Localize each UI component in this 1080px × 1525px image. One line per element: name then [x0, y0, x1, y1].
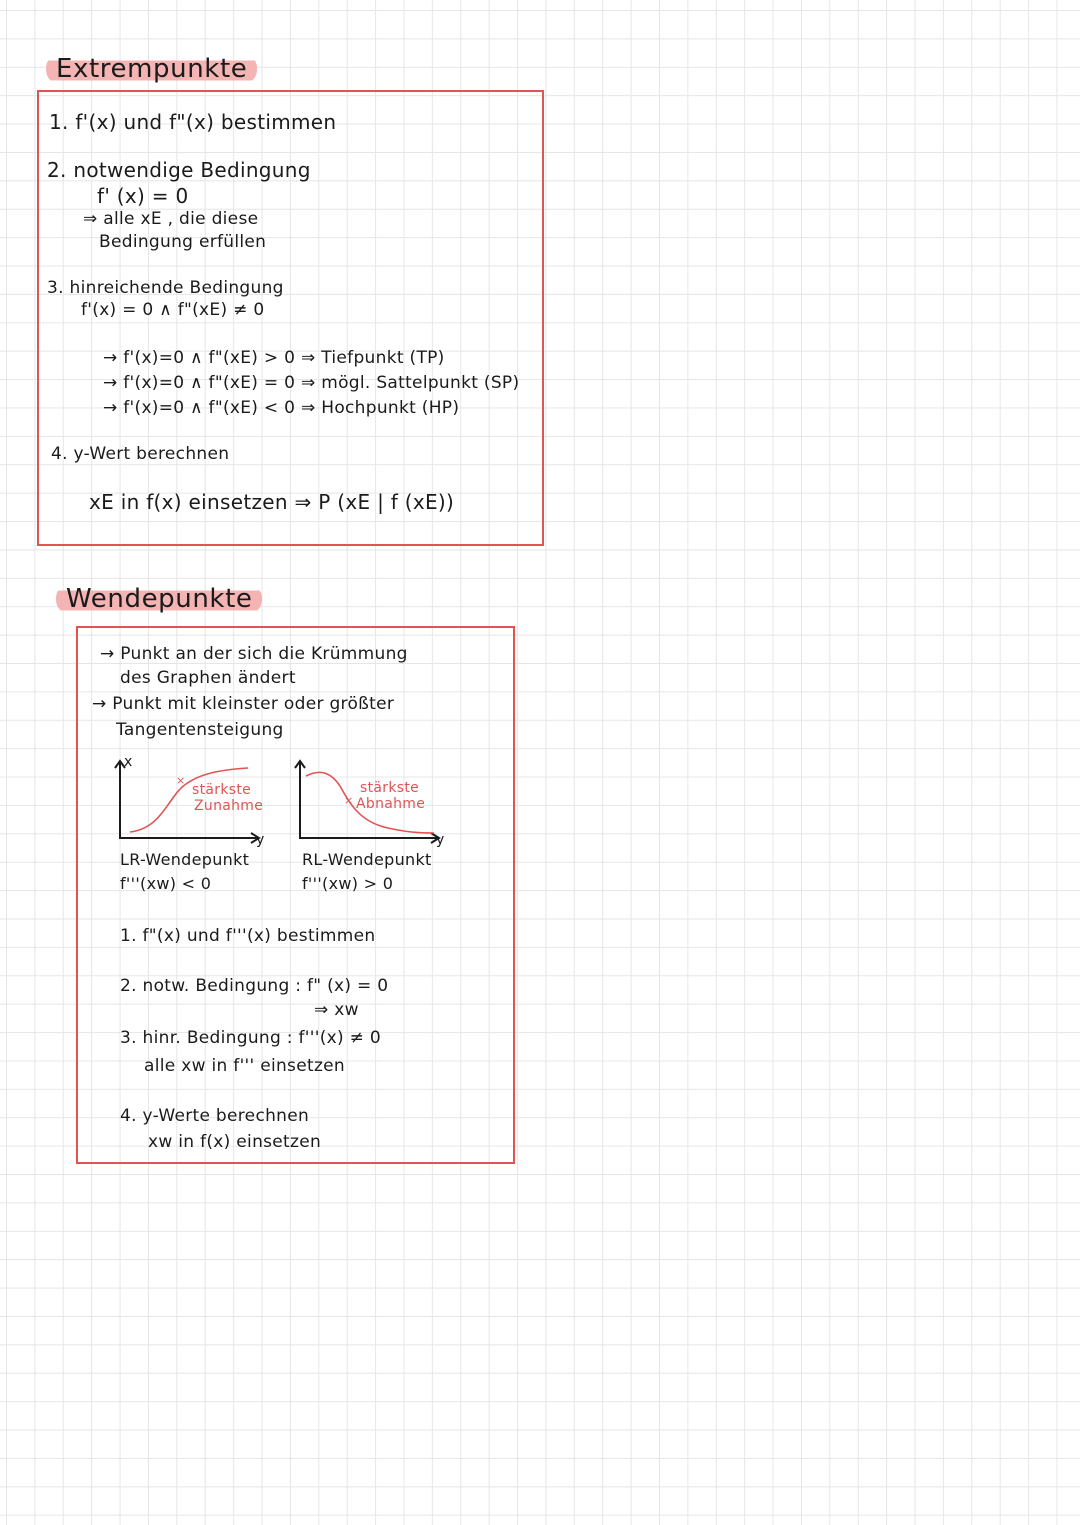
lr-graph-axis-label-y: y — [256, 832, 265, 848]
wende-step-3: 3. hinr. Bedingung : f'''(x) ≠ 0 — [120, 1028, 382, 1048]
wende-step-3-note: alle xw in f''' einsetzen — [144, 1056, 345, 1076]
extrem-step-2-title: 2. notwendige Bedingung — [47, 158, 311, 182]
extrem-case-hochpunkt: → f'(x)=0 ∧ f"(xE) < 0 ⇒ Hochpunkt (HP) — [103, 398, 460, 418]
lr-graph-axis-label-x: x — [124, 754, 133, 770]
extrem-step-2-note-a: ⇒ alle xE , die diese — [83, 209, 259, 229]
rl-graph-label-b: Abnahme — [356, 796, 426, 812]
lr-wendepunkt-caption: LR-Wendepunkt — [120, 850, 250, 869]
lr-graph-label-a: stärkste — [192, 782, 252, 798]
lr-wendepunkt-condition: f'''(xw) < 0 — [120, 874, 212, 893]
extrem-step-1: 1. f'(x) und f"(x) bestimmen — [49, 110, 337, 134]
extrem-step-3-title: 3. hinreichende Bedingung — [47, 278, 284, 298]
wendepunkte-box — [76, 626, 515, 1164]
rl-graph-axis-label-y: y — [436, 832, 445, 848]
wende-step-1: 1. f"(x) und f'''(x) bestimmen — [120, 926, 376, 946]
wende-def-2-b: Tangentensteigung — [116, 720, 284, 740]
wende-def-2-a: → Punkt mit kleinster oder größter — [92, 694, 395, 714]
rl-graph-label-a: stärkste — [360, 780, 420, 796]
wende-step-2-result: ⇒ xw — [314, 1000, 359, 1020]
wendepunkte-title: Wendepunkte — [56, 584, 262, 614]
extrem-step-2-note-b: Bedingung erfüllen — [99, 232, 267, 252]
rl-wendepunkt-condition: f'''(xw) > 0 — [302, 874, 394, 893]
extrem-case-sattelpunkt: → f'(x)=0 ∧ f"(xE) = 0 ⇒ mögl. Sattelpunkt (SP) — [103, 373, 520, 393]
extrem-step-4-equation: xE in f(x) einsetzen ⇒ P (xE | f (xE)) — [89, 490, 455, 514]
rl-wendepunkt-caption: RL-Wendepunkt — [302, 850, 432, 869]
extrem-step-4-title: 4. y-Wert berechnen — [51, 444, 230, 464]
extrem-step-3-equation: f'(x) = 0 ∧ f"(xE) ≠ 0 — [81, 300, 265, 320]
extrem-step-2-equation: f' (x) = 0 — [97, 184, 189, 208]
wende-def-1-a: → Punkt an der sich die Krümmung — [100, 644, 408, 664]
wende-step-4: 4. y-Werte berechnen — [120, 1106, 310, 1126]
extrem-case-tiefpunkt: → f'(x)=0 ∧ f"(xE) > 0 ⇒ Tiefpunkt (TP) — [103, 348, 445, 368]
wende-step-4-note: xw in f(x) einsetzen — [148, 1132, 322, 1152]
wende-def-1-b: des Graphen ändert — [120, 668, 296, 688]
extrempunkte-box — [37, 90, 544, 546]
lr-graph-label-b: Zunahme — [194, 798, 264, 814]
lr-inflection-marker: × — [176, 774, 186, 787]
rl-inflection-marker: × — [344, 794, 354, 807]
extrempunkte-title: Extrempunkte — [46, 54, 257, 84]
wende-step-2: 2. notw. Bedingung : f" (x) = 0 — [120, 976, 389, 996]
